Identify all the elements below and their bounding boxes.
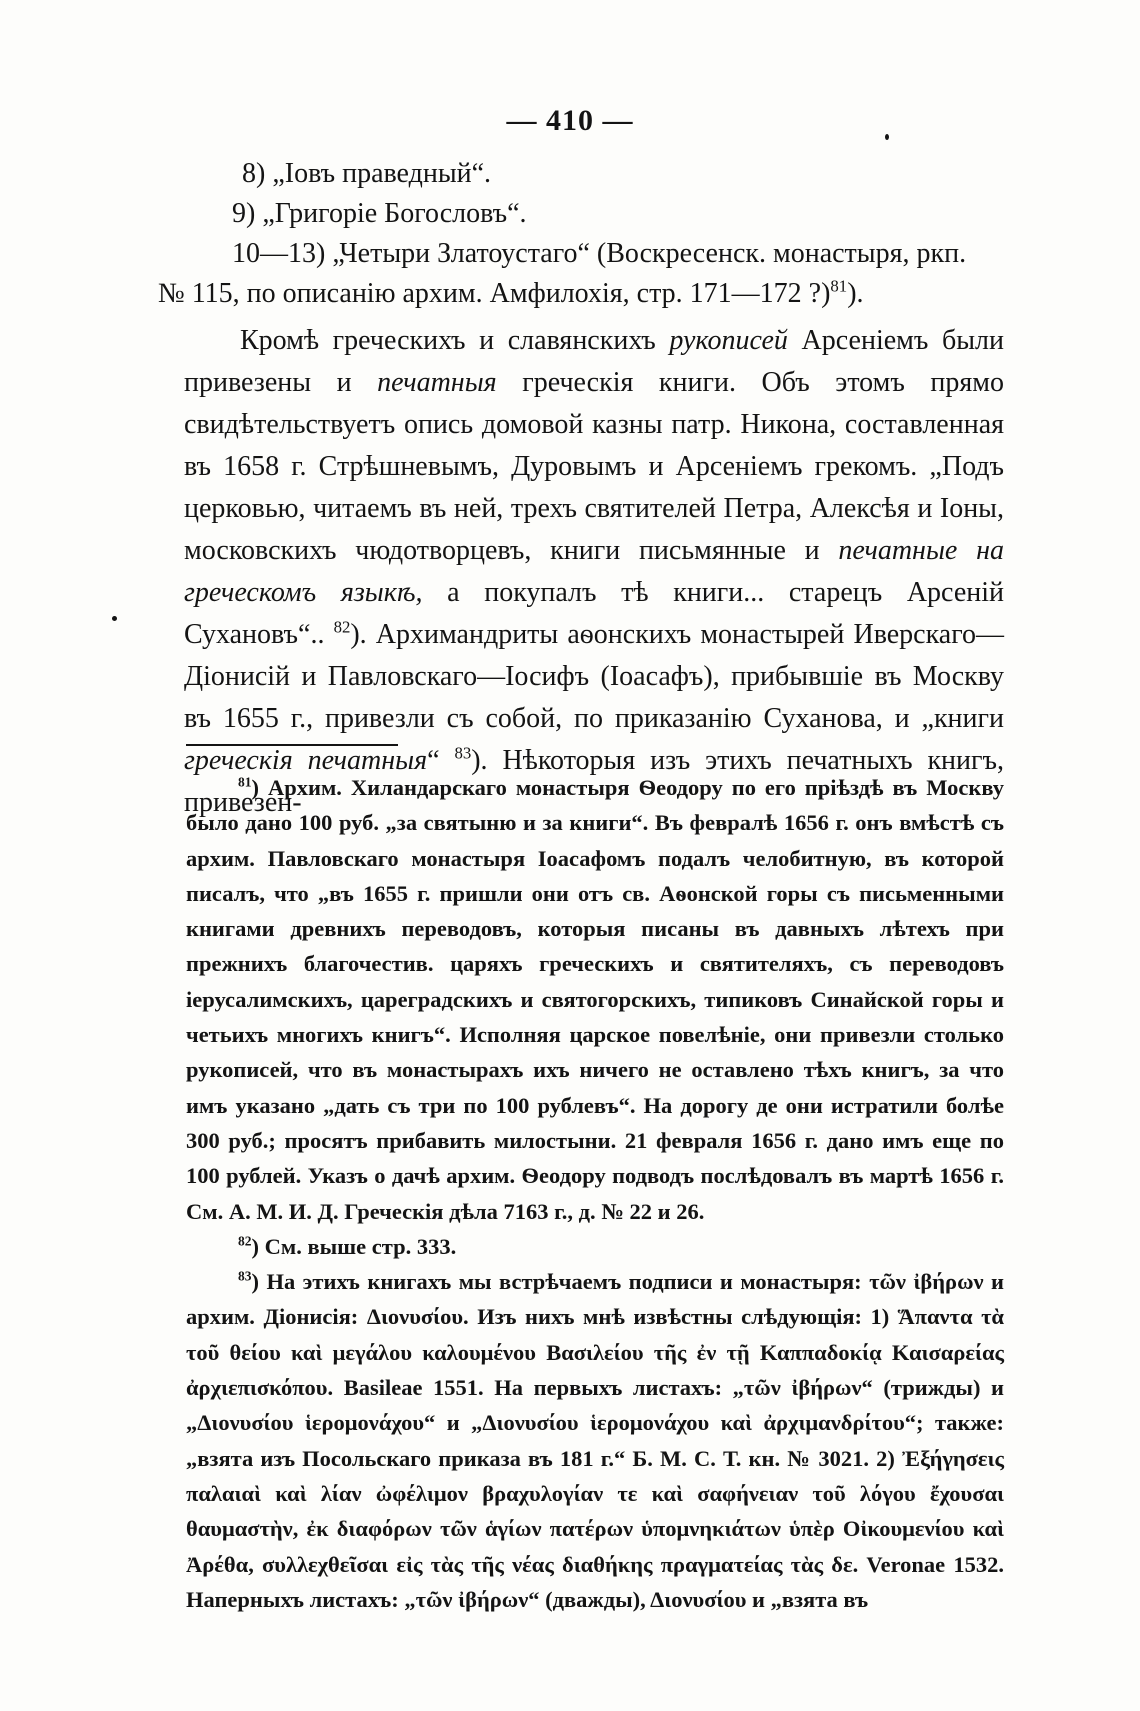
footnote-ref: 81	[830, 276, 848, 296]
page-number: — 410 —	[506, 104, 634, 137]
paragraph-text: а покупалъ тѣ книги... старецъ Арсеній Сухановъ“..	[184, 577, 1005, 650]
paragraph-text: Кромѣ греческихъ и славянскихъ	[240, 325, 670, 356]
paragraph-text: “	[427, 745, 455, 776]
emphasis-text: рукописей	[669, 325, 788, 356]
list-item-continuation	[158, 274, 1006, 314]
footnote-text: ) См. выше стр. 333.	[251, 1233, 457, 1259]
footnote-number: 81	[238, 774, 252, 790]
list-continuation-text: № 115, по описанію архим. Амфилохія, стр. 171—172 ?)	[158, 278, 831, 309]
paragraph	[184, 320, 1004, 824]
footnote-number: 82	[238, 1233, 252, 1249]
emphasis-text: греческія печатныя	[184, 745, 428, 776]
list-item: 8) „Іовъ праведный“.	[242, 158, 492, 189]
footnote-separator	[186, 744, 398, 746]
paragraph-text: ). Нѣкоторыя изъ этихъ печатныхъ книгъ, привезен-	[184, 745, 1004, 818]
paragraph-text: Арсеніемъ были привезены и	[184, 325, 1004, 398]
list-item: 9) „Григоріе Богословъ“.	[232, 198, 527, 229]
list-continuation-tail: ).	[847, 278, 864, 309]
emphasis-text: печатные на греческомъ языкѣ,	[184, 535, 1004, 608]
footnote	[186, 1229, 1004, 1264]
paragraph-text: ). Архимандриты аѳонскихъ монастырей Иверскаго—Діонисій и Павловскаго—Іосифъ (Іоасафъ), прибывшіе въ Москву въ 1655 г., привезли съ собой, по приказанію Суханова, и „книги	[184, 619, 1004, 734]
list-item: 10—13) „Четыри Златоустаго“ (Воскресенск. монастыря, ркп.	[232, 238, 967, 269]
margin-mark	[885, 134, 889, 140]
footnotes	[186, 770, 1004, 1617]
footnote-number: 83	[238, 1268, 252, 1284]
paragraph-text: греческія книги. Объ этомъ прямо свидѣтельствуетъ опись домовой казны патр. Никона, составленная въ 1658 г. Стрѣшневымъ, Дуровымъ и Арсеніемъ грекомъ. „Подъ церковью, читаемъ въ ней, трехъ святителей Петра, Алексѣя и Іоны, московскихъ чюдотворцевъ, книги письмянные и	[184, 367, 1004, 566]
footnote-text: ) Архим. Хиландарскаго монастыря Ѳеодору по его пріѣздѣ въ Москву было дано 100 руб. „за святыню и за книги“. Въ февралѣ 1656 г. онъ вмѣстѣ съ архим. Павловскаго монастыря Іоасафомъ подалъ челобитную, въ которой писалъ, что „въ 1655 г. пришли они отъ св. Аѳонской горы съ письменными книгами древнихъ переводовъ, которыя писаны въ давныхъ лѣтехъ при прежнихъ благочестив. царяхъ греческихъ и святителяхъ, съ переводовъ іерусалимскихъ, цареградскихъ и святогорскихъ, типиковъ Синайской горы и четьихъ многихъ книгъ“. Исполняя царское повелѣніе, они привезли столько рукописей, что въ монастырахъ ихъ ничего не оставлено тѣхъ книгъ, за что имъ указано „дать съ три по 100 рублевъ“. На дорогу де они истратили болѣе 300 руб.; просятъ прибавить милостыни. 21 февраля 1656 г. дано имъ еще по 100 рублей. Указъ о дачѣ архим. Ѳеодору подводъ послѣдовалъ въ мартѣ 1656 г. См. А. М. И. Д. Греческія дѣла 7163 г., д. № 22 и 26.	[186, 775, 1004, 1224]
numbered-list	[158, 154, 1006, 314]
footnote	[186, 770, 1004, 1229]
main-text	[184, 320, 1004, 824]
emphasis-text: печатныя	[377, 367, 497, 398]
footnote	[186, 1264, 1004, 1617]
footnote-ref: 82	[333, 617, 351, 637]
footnote-ref: 83	[454, 743, 472, 763]
footnote-text: ) На этихъ книгахъ мы встрѣчаемъ подписи и монастыря: τῶν ἰβήρων и архим. Діонисія: Διονυσίου. Изъ нихъ мнѣ извѣстны слѣдующія: 1) Ἅπαντα τὰ τοῦ θείου καὶ μεγάλου καλουμένου Βασιλείου τῆς ἐν τῇ Καππαδοκίᾳ Καισαρείας ἀρχιεπισκόπου. Basileae 1551. На первыхъ листахъ: „τῶν ἰβήρων“ (трижды) и „Διονυσίου ἱερομονάχου“ и „Διονυσίου ἱερομονάχου καὶ ἀρχιμανδρίτου“; также: „взята изъ Посольскаго приказа въ 181 г.“ Б. М. С. Т. кн. № 3021. 2) Ἐξήγησεις παλαιαὶ καὶ λίαν ὠφέλιμον βραχυλογίαν τε καὶ σαφήνειαν τοῦ λόγου ἔχουσαι θαυμαστὴν, ἐκ διαφόρων τῶν ἁγίων πατέρων ὑπομνηκιάτων ὑπὲρ Οἰκουμενίου καὶ Ἀρέθα, συλλεχθεῖσαι εἰς τὰς τῆς νέας διαθήκης πραγματείας τὰς δε. Veronae 1532. Наперныхъ листахъ: „τῶν ἰβήρων“ (дважды), Διονυσίου и „взята въ	[186, 1269, 1004, 1612]
margin-mark	[112, 616, 117, 621]
